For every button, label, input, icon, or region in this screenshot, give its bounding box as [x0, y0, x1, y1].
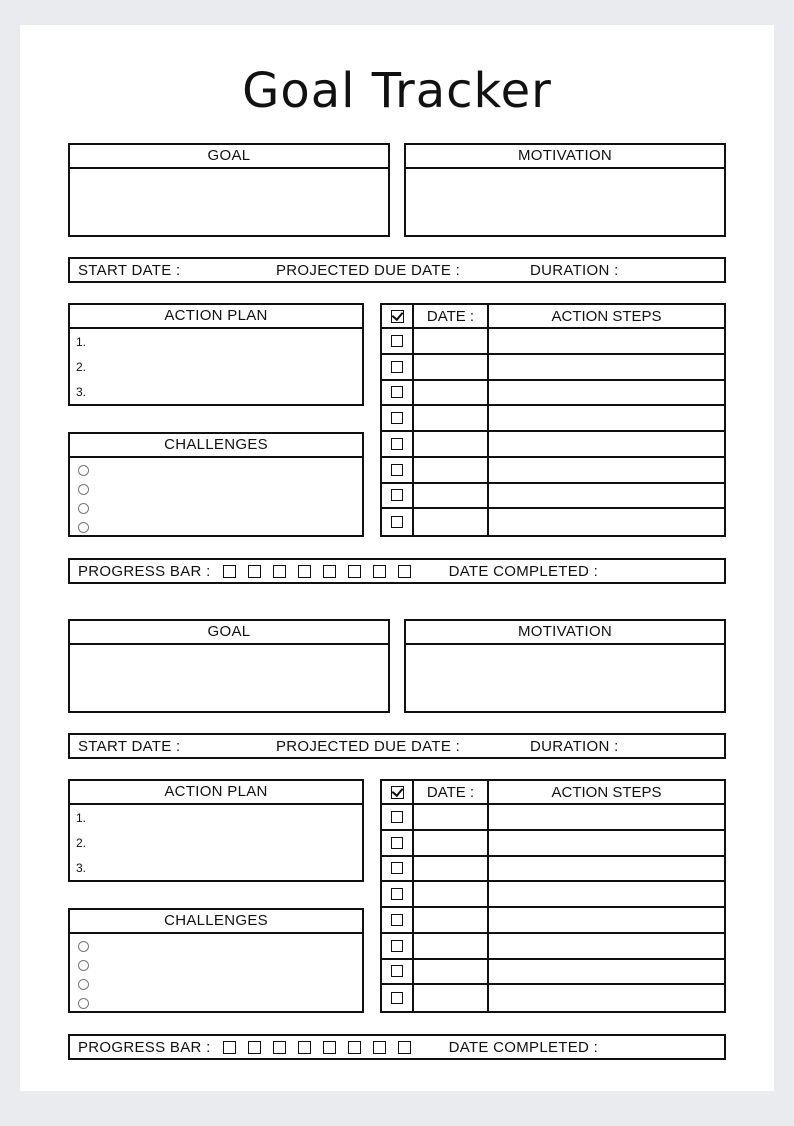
checkbox-icon [391, 862, 403, 874]
start-date-label: START DATE : [78, 261, 181, 279]
step-checkbox[interactable] [382, 805, 414, 831]
bullet-circle-icon [78, 522, 89, 533]
checkbox-icon [391, 516, 403, 528]
step-date-cell[interactable] [414, 960, 489, 986]
step-checkbox[interactable] [382, 381, 414, 407]
action-steps-table [380, 303, 726, 537]
challenges-header: CHALLENGES [70, 434, 362, 458]
step-date-cell[interactable] [414, 857, 489, 883]
action-plan-item[interactable]: 2. [76, 836, 87, 850]
step-date-cell[interactable] [414, 432, 489, 458]
step-text-cell[interactable] [489, 985, 724, 1011]
progress-checkbox[interactable] [398, 1041, 411, 1054]
action-plan-header: ACTION PLAN [70, 305, 362, 329]
step-date-cell[interactable] [414, 484, 489, 510]
step-date-cell[interactable] [414, 406, 489, 432]
checkbox-icon [391, 412, 403, 424]
progress-checkbox[interactable] [273, 1041, 286, 1054]
bullet-circle-icon [78, 998, 89, 1009]
step-checkbox[interactable] [382, 882, 414, 908]
checkbox-icon [391, 438, 403, 450]
date-header: DATE : [414, 781, 489, 805]
checkbox-icon [391, 489, 403, 501]
challenges-box [68, 432, 364, 537]
progress-checkbox[interactable] [273, 565, 286, 578]
bullet-circle-icon [78, 960, 89, 971]
duration-label: DURATION : [530, 261, 619, 279]
progress-checkbox[interactable] [248, 1041, 261, 1054]
check-header [382, 781, 414, 805]
step-text-cell[interactable] [489, 509, 724, 535]
progress-checkbox[interactable] [323, 565, 336, 578]
step-date-cell[interactable] [414, 509, 489, 535]
start-date-label: START DATE : [78, 737, 181, 755]
step-text-cell[interactable] [489, 329, 724, 355]
challenges-box [68, 908, 364, 1013]
projected-due-date-label: PROJECTED DUE DATE : [276, 737, 461, 755]
action-plan-box [68, 303, 364, 406]
action-plan-item[interactable]: 1. [76, 811, 87, 825]
progress-checkbox[interactable] [398, 565, 411, 578]
action-plan-item[interactable]: 3. [76, 385, 87, 399]
challenge-item[interactable] [70, 461, 362, 480]
bullet-circle-icon [78, 465, 89, 476]
challenge-item[interactable] [70, 480, 362, 499]
step-date-cell[interactable] [414, 355, 489, 381]
challenge-item[interactable] [70, 975, 362, 994]
action-plan-item[interactable]: 3. [76, 861, 87, 875]
step-date-cell[interactable] [414, 329, 489, 355]
challenge-item[interactable] [70, 499, 362, 518]
bullet-circle-icon [78, 503, 89, 514]
step-text-cell[interactable] [489, 484, 724, 510]
goal-box[interactable] [68, 619, 390, 713]
motivation-box[interactable] [404, 143, 726, 237]
checkbox-icon [391, 811, 403, 823]
bullet-circle-icon [78, 484, 89, 495]
progress-checkbox[interactable] [223, 565, 236, 578]
page-title: Goal Tracker [242, 63, 552, 119]
action-steps-table [380, 779, 726, 1013]
duration-label: DURATION : [530, 737, 619, 755]
motivation-box[interactable] [404, 619, 726, 713]
motivation-header: MOTIVATION [406, 621, 724, 645]
step-text-cell[interactable] [489, 355, 724, 381]
step-checkbox[interactable] [382, 329, 414, 355]
step-text-cell[interactable] [489, 857, 724, 883]
checkbox-icon [391, 335, 403, 347]
action-plan-list [70, 329, 362, 410]
date-completed-label: DATE COMPLETED : [448, 1038, 599, 1056]
step-date-cell[interactable] [414, 934, 489, 960]
step-text-cell[interactable] [489, 934, 724, 960]
checkbox-icon [391, 888, 403, 900]
step-checkbox[interactable] [382, 509, 414, 535]
goal-box[interactable] [68, 143, 390, 237]
step-text-cell[interactable] [489, 381, 724, 407]
checkbox-icon [391, 940, 403, 952]
step-date-cell[interactable] [414, 985, 489, 1011]
progress-checkbox[interactable] [298, 565, 311, 578]
step-date-cell[interactable] [414, 908, 489, 934]
step-text-cell[interactable] [489, 908, 724, 934]
step-text-cell[interactable] [489, 805, 724, 831]
step-text-cell[interactable] [489, 882, 724, 908]
challenges-list [70, 934, 362, 1013]
step-date-cell[interactable] [414, 831, 489, 857]
step-text-cell[interactable] [489, 458, 724, 484]
action-plan-list [70, 805, 362, 886]
challenge-item[interactable] [70, 937, 362, 956]
step-checkbox[interactable] [382, 432, 414, 458]
step-date-cell[interactable] [414, 805, 489, 831]
date-completed-label: DATE COMPLETED : [448, 562, 599, 580]
progress-bar-row [68, 558, 726, 584]
checkbox-icon [391, 386, 403, 398]
step-date-cell[interactable] [414, 458, 489, 484]
step-text-cell[interactable] [489, 831, 724, 857]
progress-checkbox[interactable] [248, 565, 261, 578]
progress-checkbox[interactable] [323, 1041, 336, 1054]
goal-header: GOAL [70, 621, 388, 645]
step-text-cell[interactable] [489, 432, 724, 458]
step-checkbox[interactable] [382, 985, 414, 1011]
action-plan-item[interactable]: 2. [76, 360, 87, 374]
checkbox-icon [391, 914, 403, 926]
checkmark-box-icon [391, 786, 404, 799]
step-checkbox[interactable] [382, 831, 414, 857]
bullet-circle-icon [78, 941, 89, 952]
motivation-header: MOTIVATION [406, 145, 724, 169]
step-checkbox[interactable] [382, 458, 414, 484]
step-checkbox[interactable] [382, 934, 414, 960]
check-header [382, 305, 414, 329]
step-text-cell[interactable] [489, 960, 724, 986]
step-checkbox[interactable] [382, 355, 414, 381]
checkbox-icon [391, 965, 403, 977]
progress-checkbox[interactable] [298, 1041, 311, 1054]
challenge-item[interactable] [70, 518, 362, 537]
progress-checkbox[interactable] [348, 565, 361, 578]
progress-checkbox[interactable] [373, 565, 386, 578]
step-checkbox[interactable] [382, 960, 414, 986]
dates-bar [68, 733, 726, 759]
bullet-circle-icon [78, 979, 89, 990]
checkmark-box-icon [391, 310, 404, 323]
step-checkbox[interactable] [382, 857, 414, 883]
step-checkbox[interactable] [382, 908, 414, 934]
dates-bar [68, 257, 726, 283]
challenges-list [70, 458, 362, 537]
step-date-cell[interactable] [414, 882, 489, 908]
progress-bar-label: PROGRESS BAR : [78, 562, 211, 580]
progress-bar-label: PROGRESS BAR : [78, 1038, 211, 1056]
progress-checkbox[interactable] [348, 1041, 361, 1054]
checkbox-icon [391, 992, 403, 1004]
step-date-cell[interactable] [414, 381, 489, 407]
action-steps-header: ACTION STEPS [489, 781, 724, 805]
progress-bar-row [68, 1034, 726, 1060]
challenges-header: CHALLENGES [70, 910, 362, 934]
progress-boxes [223, 565, 411, 578]
step-checkbox[interactable] [382, 406, 414, 432]
planner-page [20, 25, 774, 1091]
date-header: DATE : [414, 305, 489, 329]
action-plan-box [68, 779, 364, 882]
action-steps-header: ACTION STEPS [489, 305, 724, 329]
progress-checkbox[interactable] [373, 1041, 386, 1054]
projected-due-date-label: PROJECTED DUE DATE : [276, 261, 461, 279]
step-checkbox[interactable] [382, 484, 414, 510]
challenge-item[interactable] [70, 994, 362, 1013]
checkbox-icon [391, 361, 403, 373]
step-text-cell[interactable] [489, 406, 724, 432]
progress-checkbox[interactable] [223, 1041, 236, 1054]
goal-header: GOAL [70, 145, 388, 169]
action-plan-header: ACTION PLAN [70, 781, 362, 805]
progress-boxes [223, 1041, 411, 1054]
checkbox-icon [391, 464, 403, 476]
challenge-item[interactable] [70, 956, 362, 975]
action-plan-item[interactable]: 1. [76, 335, 87, 349]
checkbox-icon [391, 837, 403, 849]
